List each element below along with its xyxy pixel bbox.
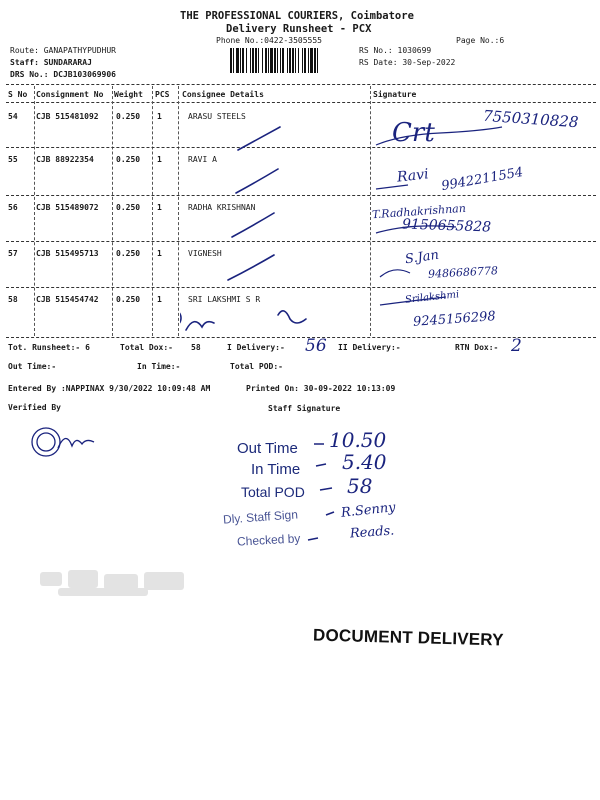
stamp-out-time-label: Out Time [237,440,298,457]
col-pcs: PCS [155,90,170,99]
total-pod-label: Total POD:- [230,362,283,371]
cell-consignee: ARASU STEELS [188,112,246,121]
stamp-dly-staff-label: Dly. Staff Sign [222,507,299,527]
stamp-separators [306,440,356,550]
total-dox-value: 58 [191,343,201,352]
cell-weight: 0.250 [116,203,141,212]
cell-weight: 0.250 [116,249,141,258]
cell-consignment: CJB 88922354 [36,155,94,164]
cell-pcs: 1 [157,203,162,212]
handwritten-phone: 9486686778 [427,264,499,281]
i-delivery-handwritten: 56 [305,336,327,356]
verified-signature-stamp [28,424,100,464]
cell-sno: 58 [8,295,18,304]
cell-consignment: CJB 515495713 [36,249,99,258]
handwritten-signature: S.Jan [404,247,440,268]
cell-consignment: CJB 515481092 [36,112,99,121]
col-signature: Signature [373,90,417,99]
cell-consignment: CJB 515454742 [36,295,99,304]
company-title: THE PROFESSIONAL COURIERS, Coimbatore [180,10,414,22]
stamp-checked-label: Checked by [236,531,301,549]
cell-consignee: RAVI A [188,155,217,164]
cell-weight: 0.250 [116,155,141,164]
i-delivery-label: I Delivery:- [227,343,285,352]
cell-weight: 0.250 [116,112,141,121]
cell-pcs: 1 [157,295,162,304]
cell-weight: 0.250 [116,295,141,304]
col-sno: S No [8,90,28,99]
page-number: Page No.:6 [456,36,505,45]
handwritten-signature: Ravi [396,166,430,186]
handwritten-phone: 9942211554 [440,164,525,195]
ii-delivery-label: II Delivery:- [338,343,401,352]
cell-consignee: RADHA KRISHNAN [188,203,256,212]
stamp-out-time-value: 10.50 [329,428,387,452]
staff-signature-label: Staff Signature [268,404,341,413]
faded-stamp-smudge [38,566,198,600]
col-consignee: Consignee Details [182,90,264,99]
cell-sno: 56 [8,203,18,212]
total-dox-label: Total Dox:- [120,343,173,352]
stamp-in-time-label: In Time [251,461,301,478]
cell-consignee: VIGNESH [188,249,222,258]
col-weight: Weight [114,90,143,99]
route-label: Route: GANAPATHYPUDHUR [10,46,116,55]
verified-by-label: Verified By [8,403,61,412]
cell-pcs: 1 [157,249,162,258]
handwritten-phone: 9245156298 [412,309,497,330]
printed-on: Printed On: 30-09-2022 10:13:09 [246,384,396,393]
drs-number: DRS No.: DCJB103069906 [10,70,116,79]
barcode [228,48,352,73]
stamp-total-pod-label: Total POD [241,484,305,500]
stamp-total-pod-value: 58 [347,474,373,498]
cell-sno: 55 [8,155,18,164]
total-runsheet: Tot. Runsheet:- 6 [8,343,90,352]
cell-sno: 54 [8,112,18,121]
cell-consignee: SRI LAKSHMI S R [188,295,261,304]
handwritten-phone: 7550310828 [482,106,579,132]
rs-number: RS No.: 1030699 [359,46,432,55]
col-consignment: Consignment No [36,90,104,99]
stamp-checked-value: Reads. [349,523,395,542]
handwritten-signature: T.Radhakrishnan [371,201,467,222]
rtn-dox-handwritten: 2 [511,336,522,356]
phone-number: Phone No.:0422-3505555 [216,36,322,45]
handwritten-ticks [180,105,600,345]
rtn-dox-label: RTN Dox:- [455,343,499,352]
cell-pcs: 1 [157,155,162,164]
handwritten-phone: 9150655828 [401,216,492,236]
in-time-label: In Time:- [137,362,181,371]
out-time-label: Out Time:- [8,362,57,371]
stamp-dly-staff-value: R.Senny [340,500,397,521]
staff-label: Staff: SUNDARARAJ [10,58,92,67]
stamp-in-time-value: 5.40 [342,450,387,474]
runsheet-title: Delivery Runsheet - PCX [226,23,372,35]
cell-consignment: CJB 515489072 [36,203,99,212]
rs-date: RS Date: 30-Sep-2022 [359,58,456,67]
cell-sno: 57 [8,249,18,258]
document-delivery-stamp: DOCUMENT DELIVERY [312,625,504,650]
handwritten-signature: Srilakshmi [404,289,460,306]
handwritten-signature: Crt [392,118,435,148]
entered-by: Entered By :NAPPINAX 9/30/2022 10:09:48 AM [8,384,211,393]
cell-pcs: 1 [157,112,162,121]
